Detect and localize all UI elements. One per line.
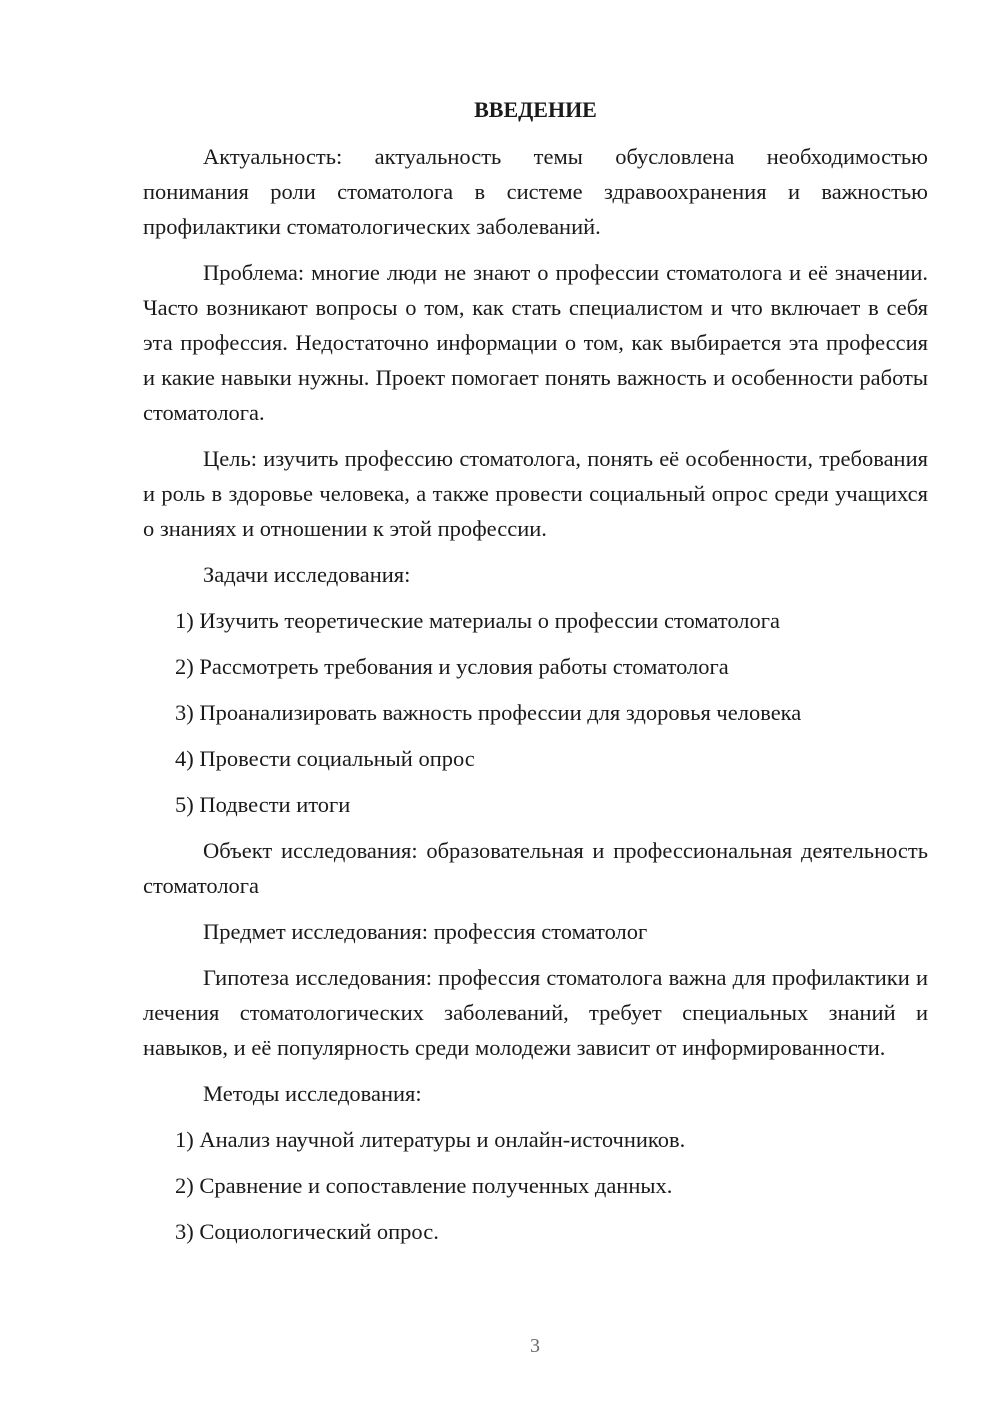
object-paragraph: Объект исследования: образовательная и профессиональная деятельность стоматолога bbox=[143, 838, 928, 898]
task-item: 2) Рассмотреть требования и условия работы стоматолога bbox=[175, 654, 729, 679]
tasks-heading: Задачи исследования: bbox=[203, 562, 411, 587]
page-content bbox=[143, 92, 928, 1260]
method-item: 1) Анализ научной литературы и онлайн-источников. bbox=[175, 1127, 686, 1152]
goal-paragraph: Цель: изучить профессию стоматолога, понять её особенности, требования и роль в здоровье человека, а также провести социальный опрос среди учащихся о знаниях и отношении к этой профессии. bbox=[143, 446, 928, 541]
task-item: 1) Изучить теоретические материалы о профессии стоматолога bbox=[175, 608, 780, 633]
method-item: 2) Сравнение и сопоставление полученных данных. bbox=[175, 1173, 673, 1198]
section-title: ВВЕДЕНИЕ bbox=[474, 97, 597, 122]
hypothesis-paragraph: Гипотеза исследования: профессия стоматолога важна для профилактики и лечения стоматологических заболеваний, требует специальных знаний и навыков, и её популярность среди молодежи зависит от информированности. bbox=[143, 965, 928, 1060]
relevance-paragraph: Актуальность: актуальность темы обусловлена необходимостью понимания роли стоматолога в системе здравоохранения и важностью профилактики стоматологических заболеваний. bbox=[143, 144, 928, 239]
task-item: 4) Провести социальный опрос bbox=[175, 746, 475, 771]
method-item: 3) Социологический опрос. bbox=[175, 1219, 439, 1244]
page-number: 3 bbox=[530, 1335, 540, 1357]
subject-paragraph: Предмет исследования: профессия стоматолог bbox=[203, 919, 648, 944]
task-item: 5) Подвести итоги bbox=[175, 792, 351, 817]
methods-heading: Методы исследования: bbox=[203, 1081, 422, 1106]
task-item: 3) Проанализировать важность профессии для здоровья человека bbox=[175, 700, 802, 725]
problem-paragraph: Проблема: многие люди не знают о профессии стоматолога и её значении. Часто возникают вопросы о том, как стать специалистом и что включает в себя эта профессия. Недостаточно информации о том, как выбирается эта профессия и какие навыки нужны. Проект помогает понять важность и особенности работы стоматолога. bbox=[143, 260, 928, 425]
